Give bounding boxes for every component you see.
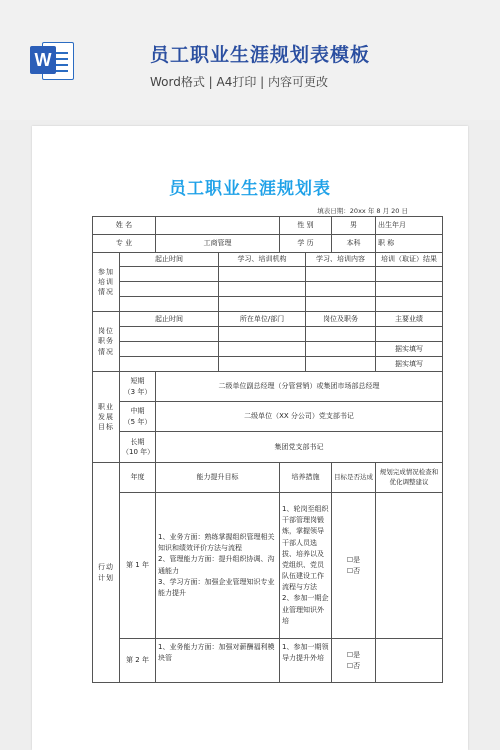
training-row — [93, 282, 443, 297]
action-header-row — [93, 463, 443, 493]
gender-value[interactable]: 男 — [332, 217, 376, 235]
action-header-review: 规划完成情况检查和优化调整建议 — [376, 463, 443, 493]
no-checkbox[interactable]: ☐否 — [346, 566, 361, 575]
action-measures[interactable]: 1、参加一期领导力提升外培 — [280, 639, 332, 683]
fill-date: 填表日期：20xx 年 8 月 20 日 — [317, 207, 408, 215]
word-document-icon: W — [30, 40, 74, 80]
career-plan-table — [92, 216, 443, 683]
goal-term: 长期 （10 年） — [120, 432, 156, 463]
name-value[interactable] — [156, 217, 280, 235]
action-section-label: 行动计划 — [93, 463, 120, 683]
goal-content[interactable]: 二级单位副总经理（分管营销）或集团市场部总经理 — [156, 372, 443, 402]
template-header — [0, 0, 500, 120]
positions-header-post: 岗位及职务 — [306, 312, 376, 327]
gender-label: 性 别 — [280, 217, 332, 235]
action-header-achieved: 目标是否达成 — [332, 463, 376, 493]
training-section-label: 参加培训情况 — [93, 253, 120, 312]
action-year: 第 2 年 — [120, 639, 156, 683]
action-row-year-1 — [93, 493, 443, 639]
position-note[interactable]: 据实填写 — [376, 342, 443, 357]
action-header-ability: 能力提升目标 — [156, 463, 280, 493]
goal-row-long — [93, 432, 443, 463]
action-ability[interactable]: 1、业务方面：熟练掌握组织管理相关知识和绩效评价方法与流程 2、管理能力方面：提升组织协调、沟通能力 3、学习方面：加强企业管理知识专业能力提升 — [156, 493, 280, 639]
document-title: 员工职业生涯规划表 — [169, 179, 331, 199]
position-note[interactable]: 据实填写 — [376, 357, 443, 372]
positions-header-achievements: 主要业绩 — [376, 312, 443, 327]
goal-content[interactable]: 二级单位（XX 分公司）党支部书记 — [156, 402, 443, 432]
position-row — [93, 357, 443, 372]
document-page — [32, 126, 468, 750]
training-header-result: 培训（取证）结果 — [376, 253, 443, 267]
action-year: 第 1 年 — [120, 493, 156, 639]
education-label: 学 历 — [280, 235, 332, 253]
position-row — [93, 327, 443, 342]
major-label: 专 业 — [93, 235, 156, 253]
major-value[interactable]: 工商管理 — [156, 235, 280, 253]
goal-row-short — [93, 372, 443, 402]
action-review[interactable] — [376, 639, 443, 683]
positions-header-row — [93, 312, 443, 327]
training-header-period: 起止时间 — [120, 253, 219, 267]
no-checkbox[interactable]: ☐否 — [346, 661, 361, 670]
action-review[interactable] — [376, 493, 443, 639]
action-row-year-2 — [93, 639, 443, 683]
action-header-year: 年度 — [120, 463, 156, 493]
yes-checkbox[interactable]: ☐是 — [346, 556, 361, 565]
goal-row-mid — [93, 402, 443, 432]
training-header-content: 学习、培训内容 — [306, 253, 376, 267]
training-row — [93, 267, 443, 282]
goal-content[interactable]: 集团党支部书记 — [156, 432, 443, 463]
goal-term: 中期 （5 年） — [120, 402, 156, 432]
birth-label: 出生年月 — [376, 217, 443, 235]
basic-row-1 — [93, 217, 443, 235]
template-title: 员工职业生涯规划表模板 — [150, 44, 371, 66]
yes-checkbox[interactable]: ☐是 — [346, 651, 361, 660]
template-subtitle: Word格式 | A4打印 | 内容可更改 — [150, 75, 329, 89]
positions-section-label: 岗位职务情况 — [93, 312, 120, 372]
positions-header-unit: 所在单位/部门 — [219, 312, 306, 327]
positions-header-period: 起止时间 — [120, 312, 219, 327]
position-row — [93, 342, 443, 357]
education-value[interactable]: 本科 — [332, 235, 376, 253]
action-achieved-checkboxes — [332, 639, 376, 683]
training-header-row — [93, 253, 443, 267]
goals-section-label: 职业发展目标 — [93, 372, 120, 463]
job-title-label: 职 称 — [376, 235, 443, 253]
action-measures[interactable]: 1、轮岗至组织干部管理岗锻炼，掌握领导干部人员选拔、培养以及党组织、党员队伍建设工作流程与方法 2、参加一期企业管理知识外培 — [280, 493, 332, 639]
action-ability[interactable]: 1、业务能力方面：加强对薪酬福利模块管 — [156, 639, 280, 683]
training-row — [93, 297, 443, 312]
action-header-measures: 培养措施 — [280, 463, 332, 493]
training-header-institution: 学习、培训机构 — [219, 253, 306, 267]
basic-row-2 — [93, 235, 443, 253]
goal-term: 短期 （3 年） — [120, 372, 156, 402]
action-achieved-checkboxes — [332, 493, 376, 639]
name-label: 姓 名 — [93, 217, 156, 235]
